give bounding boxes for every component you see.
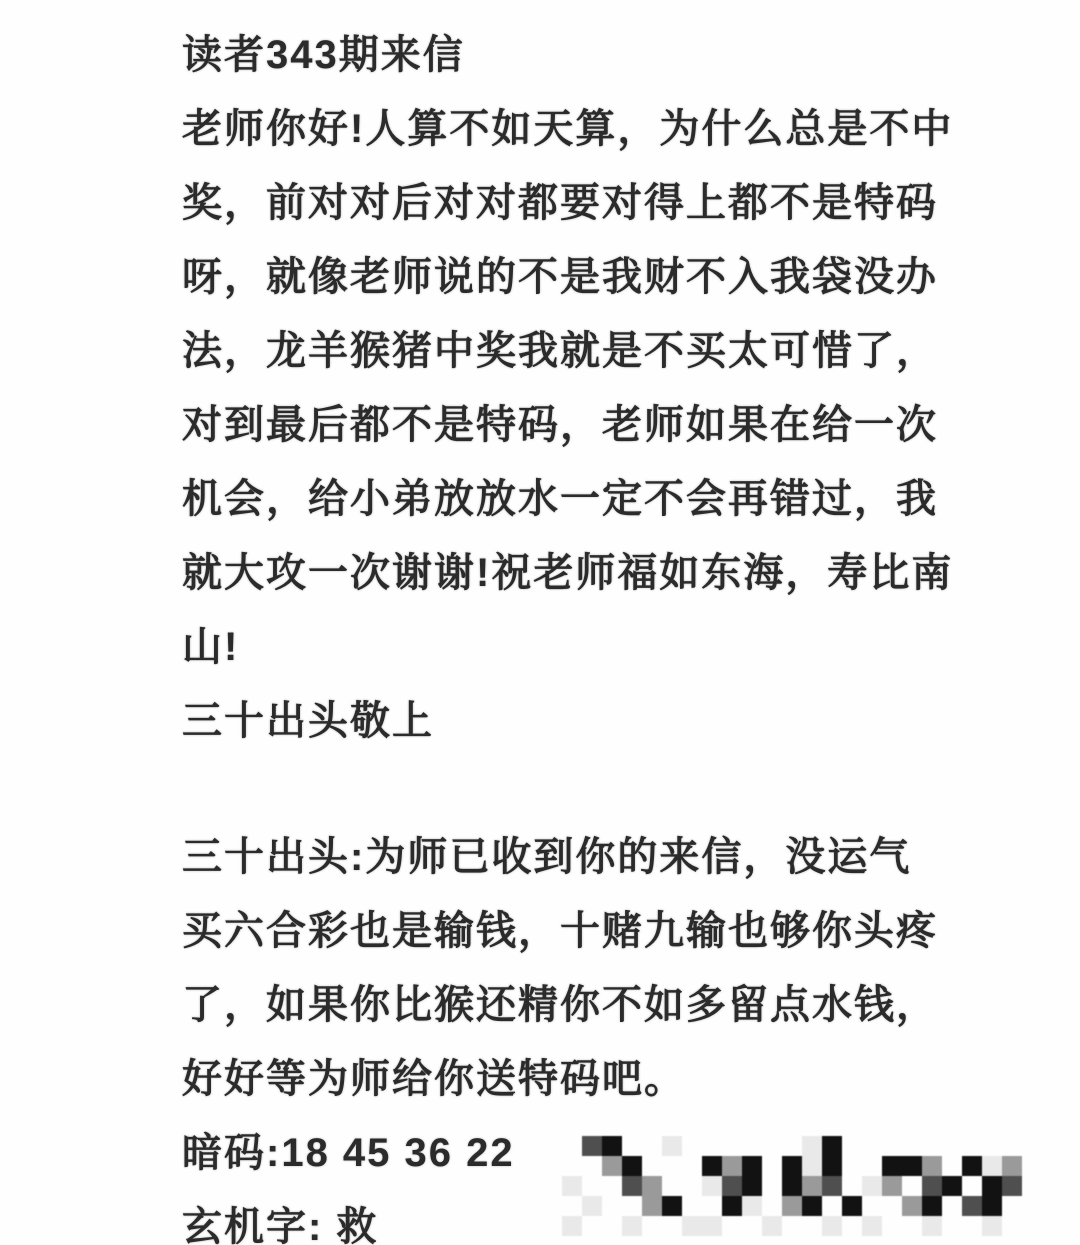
mosaic-cell <box>862 1136 882 1156</box>
mosaic-cell <box>642 1196 662 1216</box>
mosaic-cell <box>622 1176 642 1196</box>
mosaic-cell <box>822 1156 842 1176</box>
mosaic-cell <box>602 1196 622 1216</box>
mosaic-cell <box>742 1176 762 1196</box>
mosaic-cell <box>982 1156 1002 1176</box>
mosaic-cell <box>802 1196 822 1216</box>
mosaic-cell <box>942 1136 962 1156</box>
letter-line: 老师你好!人算不如天算，为什么总是不中 <box>182 107 954 151</box>
mosaic-cell <box>902 1156 922 1176</box>
mosaic-cell <box>962 1156 982 1176</box>
mosaic-cell <box>682 1216 702 1236</box>
mosaic-cell <box>722 1136 742 1156</box>
mosaic-cell <box>982 1196 1002 1216</box>
reply-line: 三十出头:为师已收到你的来信，没运气 <box>182 835 912 879</box>
mosaic-cell <box>682 1156 702 1176</box>
mosaic-cell <box>1002 1176 1022 1196</box>
mosaic-cell <box>722 1196 742 1216</box>
mosaic-cell <box>942 1196 962 1216</box>
mosaic-cell <box>562 1216 582 1236</box>
mosaic-cell <box>882 1216 902 1236</box>
mosaic-cell <box>902 1216 922 1236</box>
mosaic-cell <box>822 1216 842 1236</box>
mosaic-cell <box>902 1176 922 1196</box>
letter-line: 就大攻一次谢谢!祝老师福如东海，寿比南 <box>182 551 954 595</box>
mosaic-cell <box>762 1176 782 1196</box>
letter-signature: 三十出头敬上 <box>182 699 434 743</box>
mosaic-cell <box>842 1156 862 1176</box>
mosaic-cell <box>762 1216 782 1236</box>
mosaic-cell <box>662 1196 682 1216</box>
mosaic-cell <box>542 1196 562 1216</box>
mosaic-cell <box>602 1216 622 1236</box>
mosaic-cell <box>542 1136 562 1156</box>
mosaic-cell <box>882 1176 902 1196</box>
mosaic-cell <box>962 1196 982 1216</box>
mosaic-cell <box>682 1136 702 1156</box>
mosaic-cell <box>762 1136 782 1156</box>
mosaic-cell <box>542 1176 562 1196</box>
mosaic-cell <box>862 1156 882 1176</box>
mosaic-cell <box>742 1156 762 1176</box>
letter-line: 山! <box>182 625 240 669</box>
mosaic-cell <box>622 1196 642 1216</box>
mosaic-cell <box>782 1136 802 1156</box>
mosaic-cell <box>842 1176 862 1196</box>
mosaic-cell <box>562 1176 582 1196</box>
mosaic-cell <box>782 1176 802 1196</box>
mosaic-cell <box>722 1216 742 1236</box>
mosaic-cell <box>862 1196 882 1216</box>
mosaic-cell <box>782 1156 802 1176</box>
mosaic-cell <box>642 1136 662 1156</box>
mosaic-cell <box>782 1216 802 1236</box>
mosaic-cell <box>662 1136 682 1156</box>
mosaic-cell <box>922 1136 942 1156</box>
mosaic-cell <box>662 1156 682 1176</box>
letter-line: 呀，就像老师说的不是我财不入我袋没办 <box>182 255 938 299</box>
paragraph-gap <box>182 758 1022 820</box>
mosaic-cell <box>722 1156 742 1176</box>
mosaic-cell <box>682 1196 702 1216</box>
mosaic-cell <box>622 1156 642 1176</box>
mosaic-cell <box>602 1176 622 1196</box>
mosaic-cell <box>582 1216 602 1236</box>
mosaic-cell <box>702 1136 722 1156</box>
mosaic-cell <box>562 1156 582 1176</box>
mosaic-cell <box>762 1196 782 1216</box>
letter-line: 法，龙羊猴猪中奖我就是不买太可惜了， <box>182 329 938 373</box>
mosaic-cell <box>702 1176 722 1196</box>
mystery-word-line: 玄机字: 救 <box>182 1205 379 1245</box>
reply-line: 买六合彩也是输钱，十赌九输也够你头疼 <box>182 909 938 953</box>
mosaic-cell <box>882 1136 902 1156</box>
mosaic-cell <box>742 1216 762 1236</box>
mosaic-cell <box>702 1156 722 1176</box>
mosaic-cell <box>922 1176 942 1196</box>
mosaic-cell <box>882 1156 902 1176</box>
mosaic-cell <box>542 1156 562 1176</box>
mosaic-cell <box>1002 1196 1022 1216</box>
mosaic-cell <box>622 1136 642 1156</box>
mosaic-cell <box>742 1136 762 1156</box>
letter-line: 奖，前对对后对对都要对得上都不是特码 <box>182 181 938 225</box>
mosaic-cell <box>962 1176 982 1196</box>
mosaic-cell <box>1002 1216 1022 1236</box>
mosaic-cell <box>942 1216 962 1236</box>
mosaic-cell <box>882 1196 902 1216</box>
mosaic-cell <box>942 1176 962 1196</box>
letter-line: 对到最后都不是特码，老师如果在给一次 <box>182 403 938 447</box>
mosaic-cell <box>622 1216 642 1236</box>
mosaic-cell <box>842 1216 862 1236</box>
dark-code-line: 暗码:18 45 36 22 <box>182 1131 515 1175</box>
mosaic-cell <box>922 1196 942 1216</box>
mosaic-cell <box>602 1156 622 1176</box>
mosaic-cell <box>902 1136 922 1156</box>
mosaic-cell <box>802 1136 822 1156</box>
mosaic-cell <box>602 1136 622 1156</box>
mosaic-cell <box>702 1216 722 1236</box>
mosaic-cell <box>902 1196 922 1216</box>
mosaic-cell <box>822 1136 842 1156</box>
mosaic-cell <box>982 1136 1002 1156</box>
mosaic-cell <box>982 1176 1002 1196</box>
letter-title: 读者343期来信 <box>182 33 465 77</box>
mosaic-cell <box>982 1216 1002 1236</box>
mosaic-cell <box>542 1216 562 1236</box>
mosaic-cell <box>562 1196 582 1216</box>
mosaic-cell <box>1002 1136 1022 1156</box>
mosaic-cell <box>682 1176 702 1196</box>
mosaic-cell <box>1002 1156 1022 1176</box>
mosaic-cell <box>782 1196 802 1216</box>
letter-text-column <box>182 18 1022 1245</box>
mosaic-cell <box>962 1216 982 1236</box>
mosaic-cell <box>642 1176 662 1196</box>
mosaic-cell <box>642 1216 662 1236</box>
mosaic-cell <box>822 1196 842 1216</box>
mosaic-cell <box>662 1176 682 1196</box>
mosaic-cell <box>842 1196 862 1216</box>
mosaic-cell <box>802 1156 822 1176</box>
pixelated-censor-overlay <box>542 1136 1022 1236</box>
mosaic-cell <box>942 1156 962 1176</box>
reply-line: 好好等为师给你送特码吧。 <box>182 1057 686 1101</box>
mosaic-cell <box>862 1216 882 1236</box>
mosaic-cell <box>822 1176 842 1196</box>
letter-line: 机会，给小弟放放水一定不会再错过，我 <box>182 477 938 521</box>
mosaic-cell <box>582 1136 602 1156</box>
mosaic-cell <box>742 1196 762 1216</box>
mosaic-cell <box>802 1176 822 1196</box>
mosaic-cell <box>582 1156 602 1176</box>
mosaic-cell <box>922 1216 942 1236</box>
mosaic-cell <box>862 1176 882 1196</box>
mosaic-cell <box>702 1196 722 1216</box>
mosaic-cell <box>922 1156 942 1176</box>
mosaic-cell <box>642 1156 662 1176</box>
mosaic-cell <box>802 1216 822 1236</box>
mosaic-cell <box>842 1136 862 1156</box>
mosaic-cell <box>722 1176 742 1196</box>
mosaic-cell <box>562 1136 582 1156</box>
mosaic-cell <box>662 1216 682 1236</box>
reply-line: 了，如果你比猴还精你不如多留点水钱， <box>182 983 938 1027</box>
mosaic-cell <box>962 1136 982 1156</box>
mosaic-cell <box>582 1196 602 1216</box>
mosaic-cell <box>762 1156 782 1176</box>
mosaic-cell <box>582 1176 602 1196</box>
